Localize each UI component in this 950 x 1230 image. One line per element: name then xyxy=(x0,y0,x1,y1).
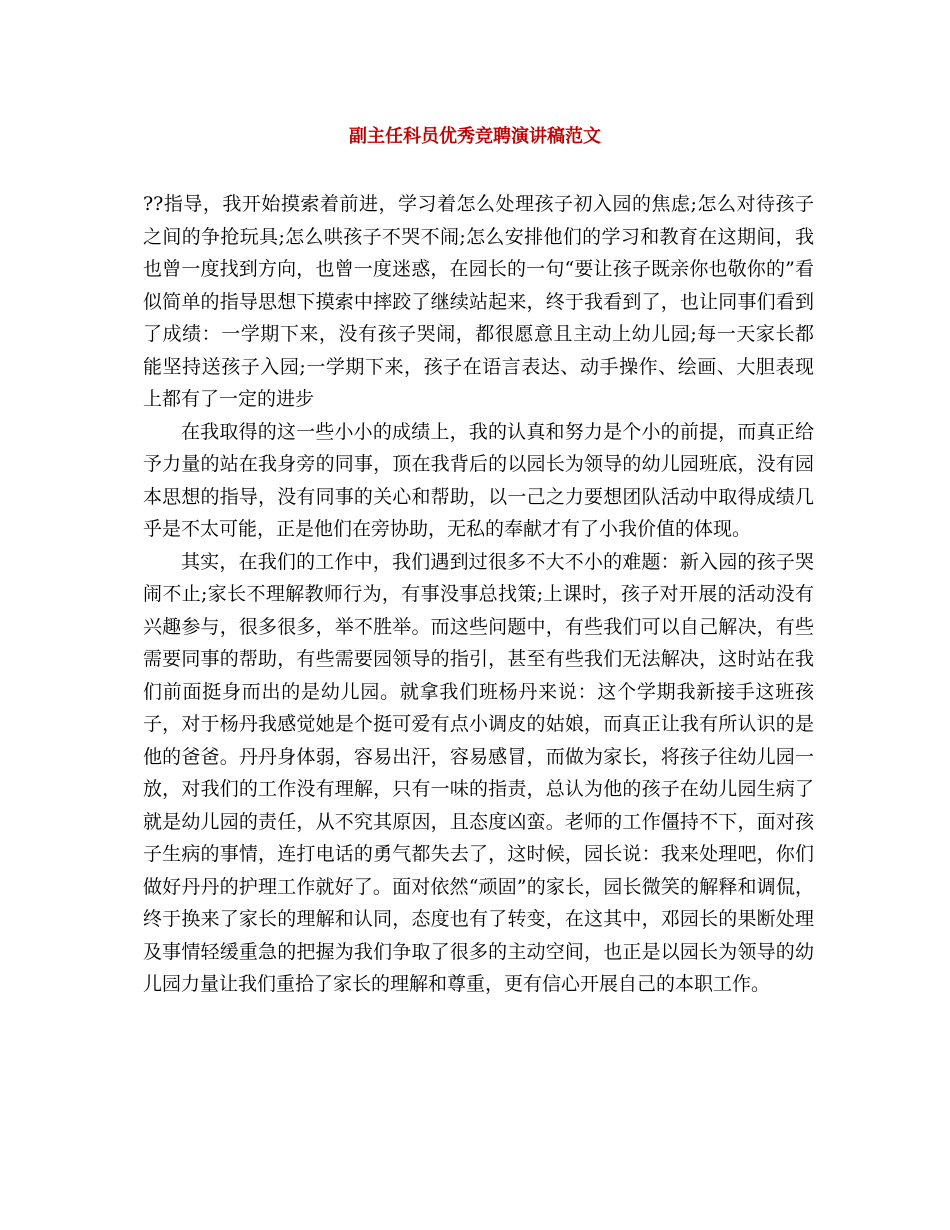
paragraph-3: 其实，在我们的工作中，我们遇到过很多不大不小的难题：新入园的孩子哭闹不止;家长不理解教师行为，有事没事总找策;上课时，孩子对开展的活动没有兴趣参与，很多很多，举不胜举。而这些问题中，有些我们可以自己解决，有些需要同事的帮助，有些需要园领导的指引，甚至有些我们无法解决，这时站在我们前面挺身而出的是幼儿园。就拿我们班杨丹来说：这个学期我新接手这班孩子，对于杨丹我感觉她是个挺可爱有点小调皮的姑娘，而真正让我有所认识的是他的爸爸。丹丹身体弱，容易出汗，容易感冒，而做为家长，将孩子往幼儿园一放，对我们的工作没有理解，只有一味的指责，总认为他的孩子在幼儿园生病了就是幼儿园的责任，从不究其原因，且态度凶蛮。老师的工作僵持不下，面对孩子生病的事情，连打电话的勇气都失去了，这时候，园长说：我来处理吧，你们做好丹丹的护理工作就好了。面对依然“顽固”的家长，园长微笑的解释和调侃，终于换来了家长的理解和认同，态度也有了转变，在这其中，邓园长的果断处理及事情轻缓重急的把握为我们争取了很多的主动空间，也正是以园长为领导的幼儿园力量让我们重拾了家长的理解和尊重，更有信心开展自己的本职工作。 xyxy=(143,550,814,995)
document-body xyxy=(143,188,814,1001)
document-title: 副主任科员优秀竞聘演讲稿范文 xyxy=(349,126,601,147)
paragraph-2: 在我取得的这一些小小的成绩上，我的认真和努力是个小的前提，而真正给予力量的站在我身旁的同事，顶在我背后的以园长为领导的幼儿园班底，没有园本思想的指导，没有同事的关心和帮助，以一己之力要想团队活动中取得成绩几乎是不太可能，正是他们在旁协助，无私的奉献才有了小我价值的体现。 xyxy=(143,420,814,540)
paragraph-1: ??指导，我开始摸索着前进，学习着怎么处理孩子初入园的焦虑;怎么对待孩子之间的争抢玩具;怎么哄孩子不哭不闹;怎么安排他们的学习和教育在这期间，我也曾一度找到方向，也曾一度迷惑，在园长的一句“要让孩子既亲你也敬你的”看似简单的指导思想下摸索中摔跤了继续站起来，终于我看到了，也让同事们看到了成绩：一学期下来，没有孩子哭闹，都很愿意且主动上幼儿园;每一天家长都能坚持送孩子入园;一学期下来，孩子在语言表达、动手操作、绘画、大胆表现上都有了一定的进步 xyxy=(143,193,814,410)
